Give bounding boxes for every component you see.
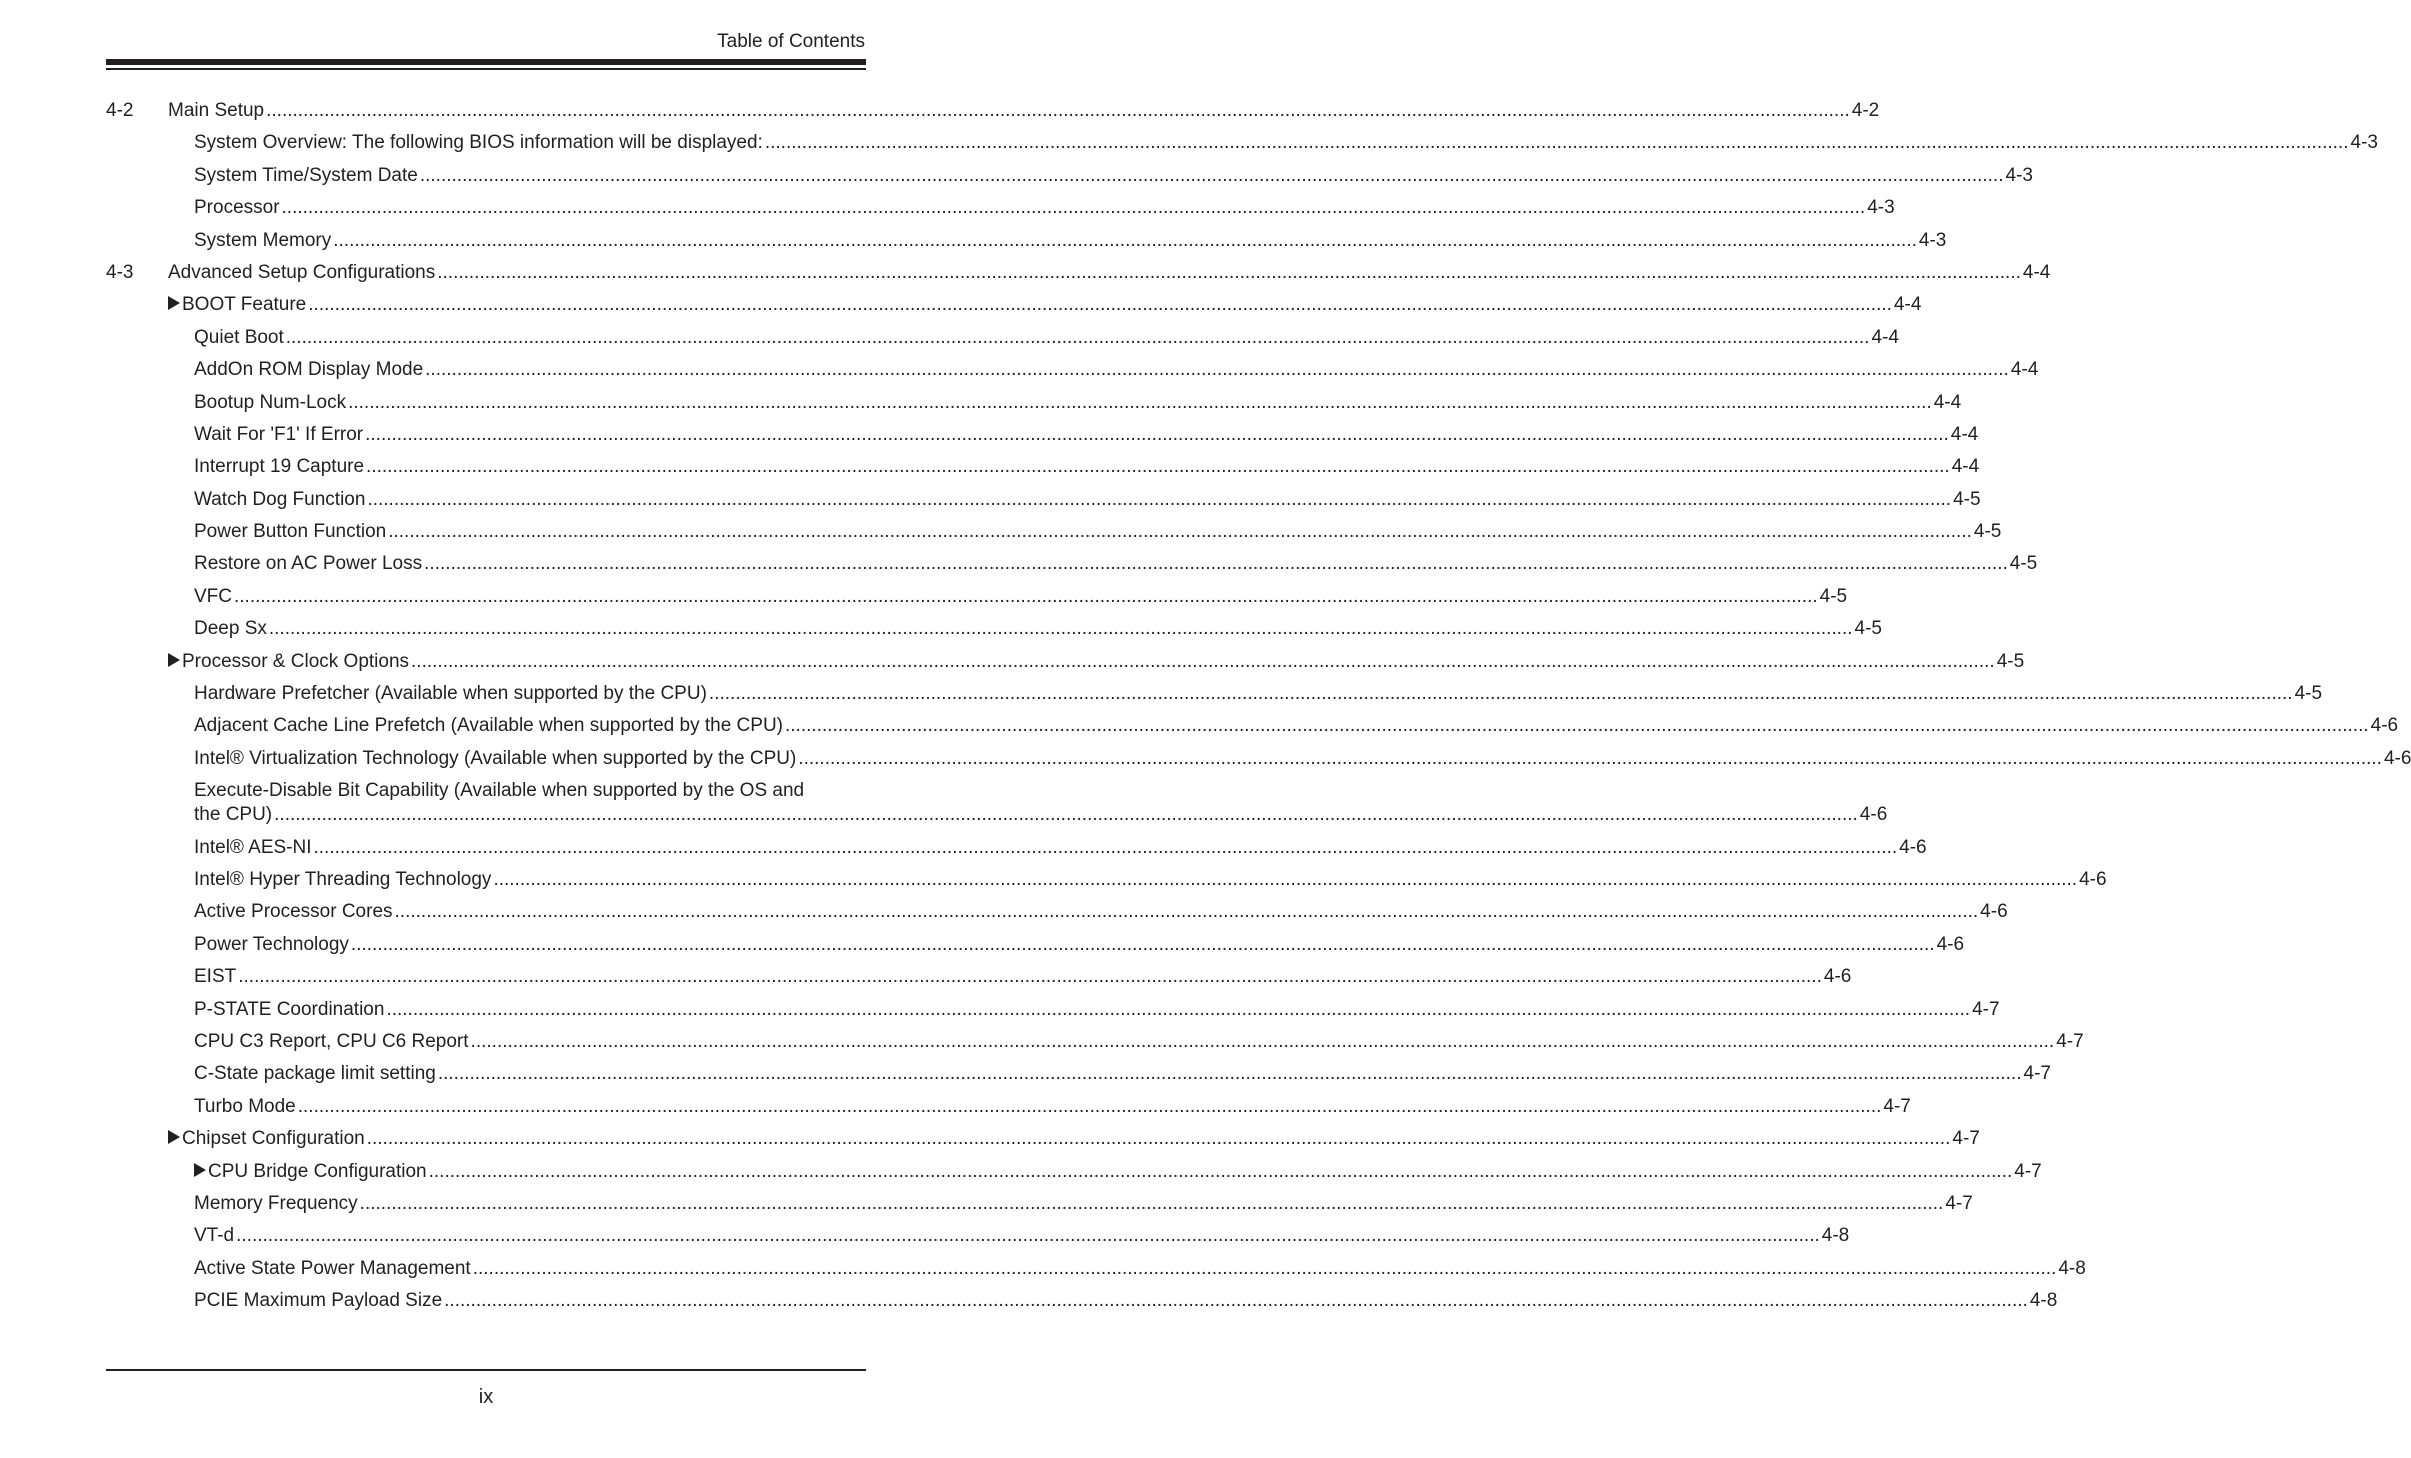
toc-page-number: 4-5 [2294,683,2323,705]
toc-entry-label: Turbo Mode [194,1095,296,1117]
toc-page-number: 4-6 [2079,868,2107,890]
toc-entry-label: Power Technology [194,933,349,955]
toc-entry[interactable] [106,164,2033,187]
triangle-bullet-icon [168,653,180,667]
toc-page-number: 4-6 [2383,747,2411,769]
dot-leader: ............................................................................................................................................................................................................................................................................................................ [238,966,1822,988]
toc-entry-label: System Overview: The following BIOS information will be displayed: [194,132,763,154]
toc-entry[interactable] [106,456,1980,478]
dot-leader: ............................................................................................................................................................................................................................................................................................................ [359,1192,1944,1214]
toc-page-number: 4-7 [2014,1160,2042,1182]
toc-entry[interactable] [106,488,1981,511]
toc-section-number: 4-2 [106,100,134,121]
toc-entry-label: AddOn ROM Display Mode [194,359,424,381]
toc-page-number: 4-8 [1821,1225,1850,1247]
dot-leader: ............................................................................................................................................................................................................................................................................................................ [764,132,2349,154]
toc-entry-label: System Memory [194,229,332,251]
toc-page-number: 4-5 [1953,488,1981,510]
toc-entry-label: Adjacent Cache Line Prefetch (Available when supported by the CPU) [194,715,783,737]
dot-leader: ............................................................................................................................................................................................................................................................................................................ [350,933,1935,955]
toc-page-number: 4-7 [1945,1192,1973,1214]
dot-leader: ............................................................................................................................................................................................................................................................................................................ [388,521,1972,543]
toc-entry[interactable] [106,868,2107,891]
toc-entry[interactable] [106,294,1922,316]
dot-leader: ............................................................................................................................................................................................................................................................................................................ [367,488,1952,510]
dot-leader: ............................................................................................................................................................................................................................................................................................................ [308,294,1892,316]
dot-leader: ............................................................................................................................................................................................................................................................................................................ [234,585,1818,607]
toc-entry[interactable] [106,229,1947,252]
toc-entry-label: the CPU) [194,804,273,826]
toc-entry[interactable] [106,1192,1973,1215]
toc-page-number: 4-3 [1867,197,1895,219]
toc-page-number: 4-3 [2005,164,2033,186]
toc-entry[interactable] [106,326,1899,349]
toc-entry[interactable] [106,998,2000,1021]
toc-page-number: 4-4 [2010,359,2039,381]
toc-entry[interactable] [106,618,1882,640]
dot-leader: ............................................................................................................................................................................................................................................................................................................ [470,1030,2055,1052]
toc-entry[interactable] [106,1128,1980,1150]
toc-entry[interactable] [106,901,2008,923]
dot-leader: ............................................................................................................................................................................................................................................................................................................ [348,391,1932,413]
dot-leader: ............................................................................................................................................................................................................................................................................................................ [386,998,1971,1020]
toc-entry-label: Watch Dog Function [194,488,366,510]
dot-leader: ............................................................................................................................................................................................................................................................................................................ [437,261,2021,283]
toc-page-number: 4-4 [1950,423,1979,445]
toc-entry-label: Active State Power Management [194,1257,471,1279]
dot-leader: ............................................................................................................................................................................................................................................................................................................ [365,423,1949,445]
toc-entry[interactable] [106,966,1852,988]
dot-leader: ............................................................................................................................................................................................................................................................................................................ [444,1290,2028,1312]
toc-entry[interactable] [106,1160,2042,1183]
table-of-contents [106,100,2411,1322]
toc-entry[interactable] [106,423,1979,446]
toc-entry-label: P-STATE Coordination [194,998,385,1020]
toc-page-number: 4-4 [2022,261,2051,283]
toc-entry-label: Quiet Boot [194,326,284,348]
triangle-bullet-icon [194,1163,206,1177]
dot-leader: ............................................................................................................................................................................................................................................................................................................ [424,553,2008,575]
toc-page-number: 4-7 [2056,1030,2084,1052]
toc-entry-label: Wait For 'F1' If Error [194,423,364,445]
toc-page-number: 4-6 [1980,901,2008,923]
toc-entry[interactable] [106,1290,2058,1312]
toc-entry-label: Processor & Clock Options [182,650,410,672]
dot-leader: ............................................................................................................................................................................................................................................................................................................ [708,683,2293,705]
toc-entry-label: Restore on AC Power Loss [194,553,423,575]
toc-entry[interactable] [106,1095,1911,1118]
toc-entry-label: Deep Sx [194,618,267,640]
dot-leader: ............................................................................................................................................................................................................................................................................................................ [785,715,2369,737]
toc-entry-label: PCIE Maximum Payload Size [194,1290,443,1312]
page-number: ix [478,1386,494,1408]
dot-leader: ............................................................................................................................................................................................................................................................................................................ [394,901,1979,923]
toc-entry[interactable] [106,359,2039,381]
dot-leader: ............................................................................................................................................................................................................................................................................................................ [266,100,1850,121]
toc-entry-label: Memory Frequency [194,1192,358,1214]
toc-entry-label: Bootup Num-Lock [194,391,347,413]
toc-page-number: 4-3 [1918,229,1947,251]
toc-entry[interactable] [106,933,1965,956]
toc-entry[interactable] [106,100,1880,122]
toc-page-number: 4-6 [1899,836,1927,858]
dot-leader: ............................................................................................................................................................................................................................................................................................................ [285,326,1870,348]
toc-entry[interactable] [106,132,2378,154]
dot-leader: ............................................................................................................................................................................................................................................................................................................ [425,359,2009,381]
toc-page-number: 4-6 [1936,933,1965,955]
toc-entry[interactable] [106,1063,2051,1085]
toc-page-number: 4-7 [1972,998,2000,1020]
toc-page-number: 4-6 [1823,966,1852,988]
dot-leader: ............................................................................................................................................................................................................................................................................................................ [366,456,1950,478]
toc-entry-label: VT-d [194,1225,235,1247]
dot-leader: ............................................................................................................................................................................................................................................................................................................ [798,747,2382,769]
toc-page-number: 4-4 [1933,391,1962,413]
toc-entry[interactable] [106,1257,2086,1280]
toc-entry[interactable] [106,836,1927,859]
toc-page-number: 4-4 [1893,294,1922,316]
toc-entry-label-wrapped: Execute-Disable Bit Capability (Available when supported by the OS and [194,780,805,802]
toc-entry[interactable] [106,521,2002,543]
header-title: Table of Contents [717,31,865,52]
toc-entry-label: Intel® Hyper Threading Technology [194,868,492,890]
toc-entry-label: Interrupt 19 Capture [194,456,365,478]
toc-page-number: 4-8 [2029,1290,2058,1312]
toc-page-number: 4-4 [1951,456,1980,478]
toc-page-number: 4-6 [2370,715,2399,737]
toc-entry[interactable] [106,683,2323,705]
toc-entry[interactable] [106,553,2038,575]
toc-entry-label: Processor [194,197,280,219]
toc-entry[interactable] [106,747,2411,770]
toc-page-number: 4-6 [1859,804,1888,826]
dot-leader: ............................................................................................................................................................................................................................................................................................................ [268,618,1853,640]
toc-entry-label: Active Processor Cores [194,901,393,923]
toc-entry-label: Intel® Virtualization Technology (Available when supported by the CPU) [194,747,797,769]
toc-page-number: 4-5 [1973,521,2002,543]
toc-entry[interactable] [106,1030,2084,1053]
toc-entry-label: CPU Bridge Configuration [208,1160,427,1182]
dot-leader: ............................................................................................................................................................................................................................................................................................................ [411,650,1995,672]
toc-entry-label: Chipset Configuration [182,1128,365,1150]
toc-entry[interactable] [106,780,1888,826]
toc-entry-label: EIST [194,966,237,988]
toc-entry[interactable] [106,715,2399,737]
toc-page-number: 4-2 [1851,100,1880,121]
toc-page-number: 4-7 [1952,1128,1980,1150]
toc-entry-label: Power Button Function [194,521,387,543]
header-rule-thin [106,68,866,70]
triangle-bullet-icon [168,296,180,310]
toc-entry-label: CPU C3 Report, CPU C6 Report [194,1030,469,1052]
toc-entry[interactable] [106,1225,1850,1247]
dot-leader: ............................................................................................................................................................................................................................................................................................................ [419,164,2004,186]
toc-page-number: 4-5 [1996,650,2025,672]
toc-page-number: 4-5 [1854,618,1882,640]
footer-rule [106,1369,866,1371]
dot-leader: ............................................................................................................................................................................................................................................................................................................ [472,1257,2057,1279]
triangle-bullet-icon [168,1130,180,1144]
toc-entry[interactable] [106,650,2025,673]
dot-leader: ............................................................................................................................................................................................................................................................................................................ [281,197,1866,219]
toc-entry-label: Hardware Prefetcher (Available when supported by the CPU) [194,683,707,705]
dot-leader: ............................................................................................................................................................................................................................................................................................................ [274,804,1858,826]
toc-entry-label: System Time/System Date [194,164,418,186]
dot-leader: ............................................................................................................................................................................................................................................................................................................ [297,1095,1882,1117]
toc-entry-label: C-State package limit setting [194,1063,436,1085]
dot-leader: ............................................................................................................................................................................................................................................................................................................ [493,868,2078,890]
toc-page-number: 4-8 [2058,1257,2086,1279]
toc-page-number: 4-5 [1819,585,1848,607]
dot-leader: ............................................................................................................................................................................................................................................................................................................ [333,229,1917,251]
toc-entry-label: BOOT Feature [182,294,307,316]
toc-entry-label: Intel® AES-NI [194,836,312,858]
toc-entry-label: Advanced Setup Configurations [168,261,436,283]
toc-page-number: 4-5 [2009,553,2038,575]
dot-leader: ............................................................................................................................................................................................................................................................................................................ [428,1160,2013,1182]
toc-entry-label: Main Setup [168,100,265,121]
toc-entry[interactable] [106,197,1895,219]
toc-page-number: 4-7 [2023,1063,2051,1085]
toc-page-number: 4-4 [1871,326,1899,348]
header-rule-thick [106,59,866,65]
toc-entry[interactable] [106,585,1848,608]
toc-page-number: 4-3 [2350,132,2378,154]
dot-leader: ............................................................................................................................................................................................................................................................................................................ [313,836,1898,858]
toc-section-number: 4-3 [106,261,134,283]
dot-leader: ............................................................................................................................................................................................................................................................................................................ [437,1063,2022,1085]
toc-entry[interactable] [106,391,1962,414]
toc-entry[interactable] [106,261,2051,284]
dot-leader: ............................................................................................................................................................................................................................................................................................................ [236,1225,1820,1247]
dot-leader: ............................................................................................................................................................................................................................................................................................................ [366,1128,1951,1150]
toc-entry-label: VFC [194,585,232,607]
toc-page-number: 4-7 [1883,1095,1911,1117]
